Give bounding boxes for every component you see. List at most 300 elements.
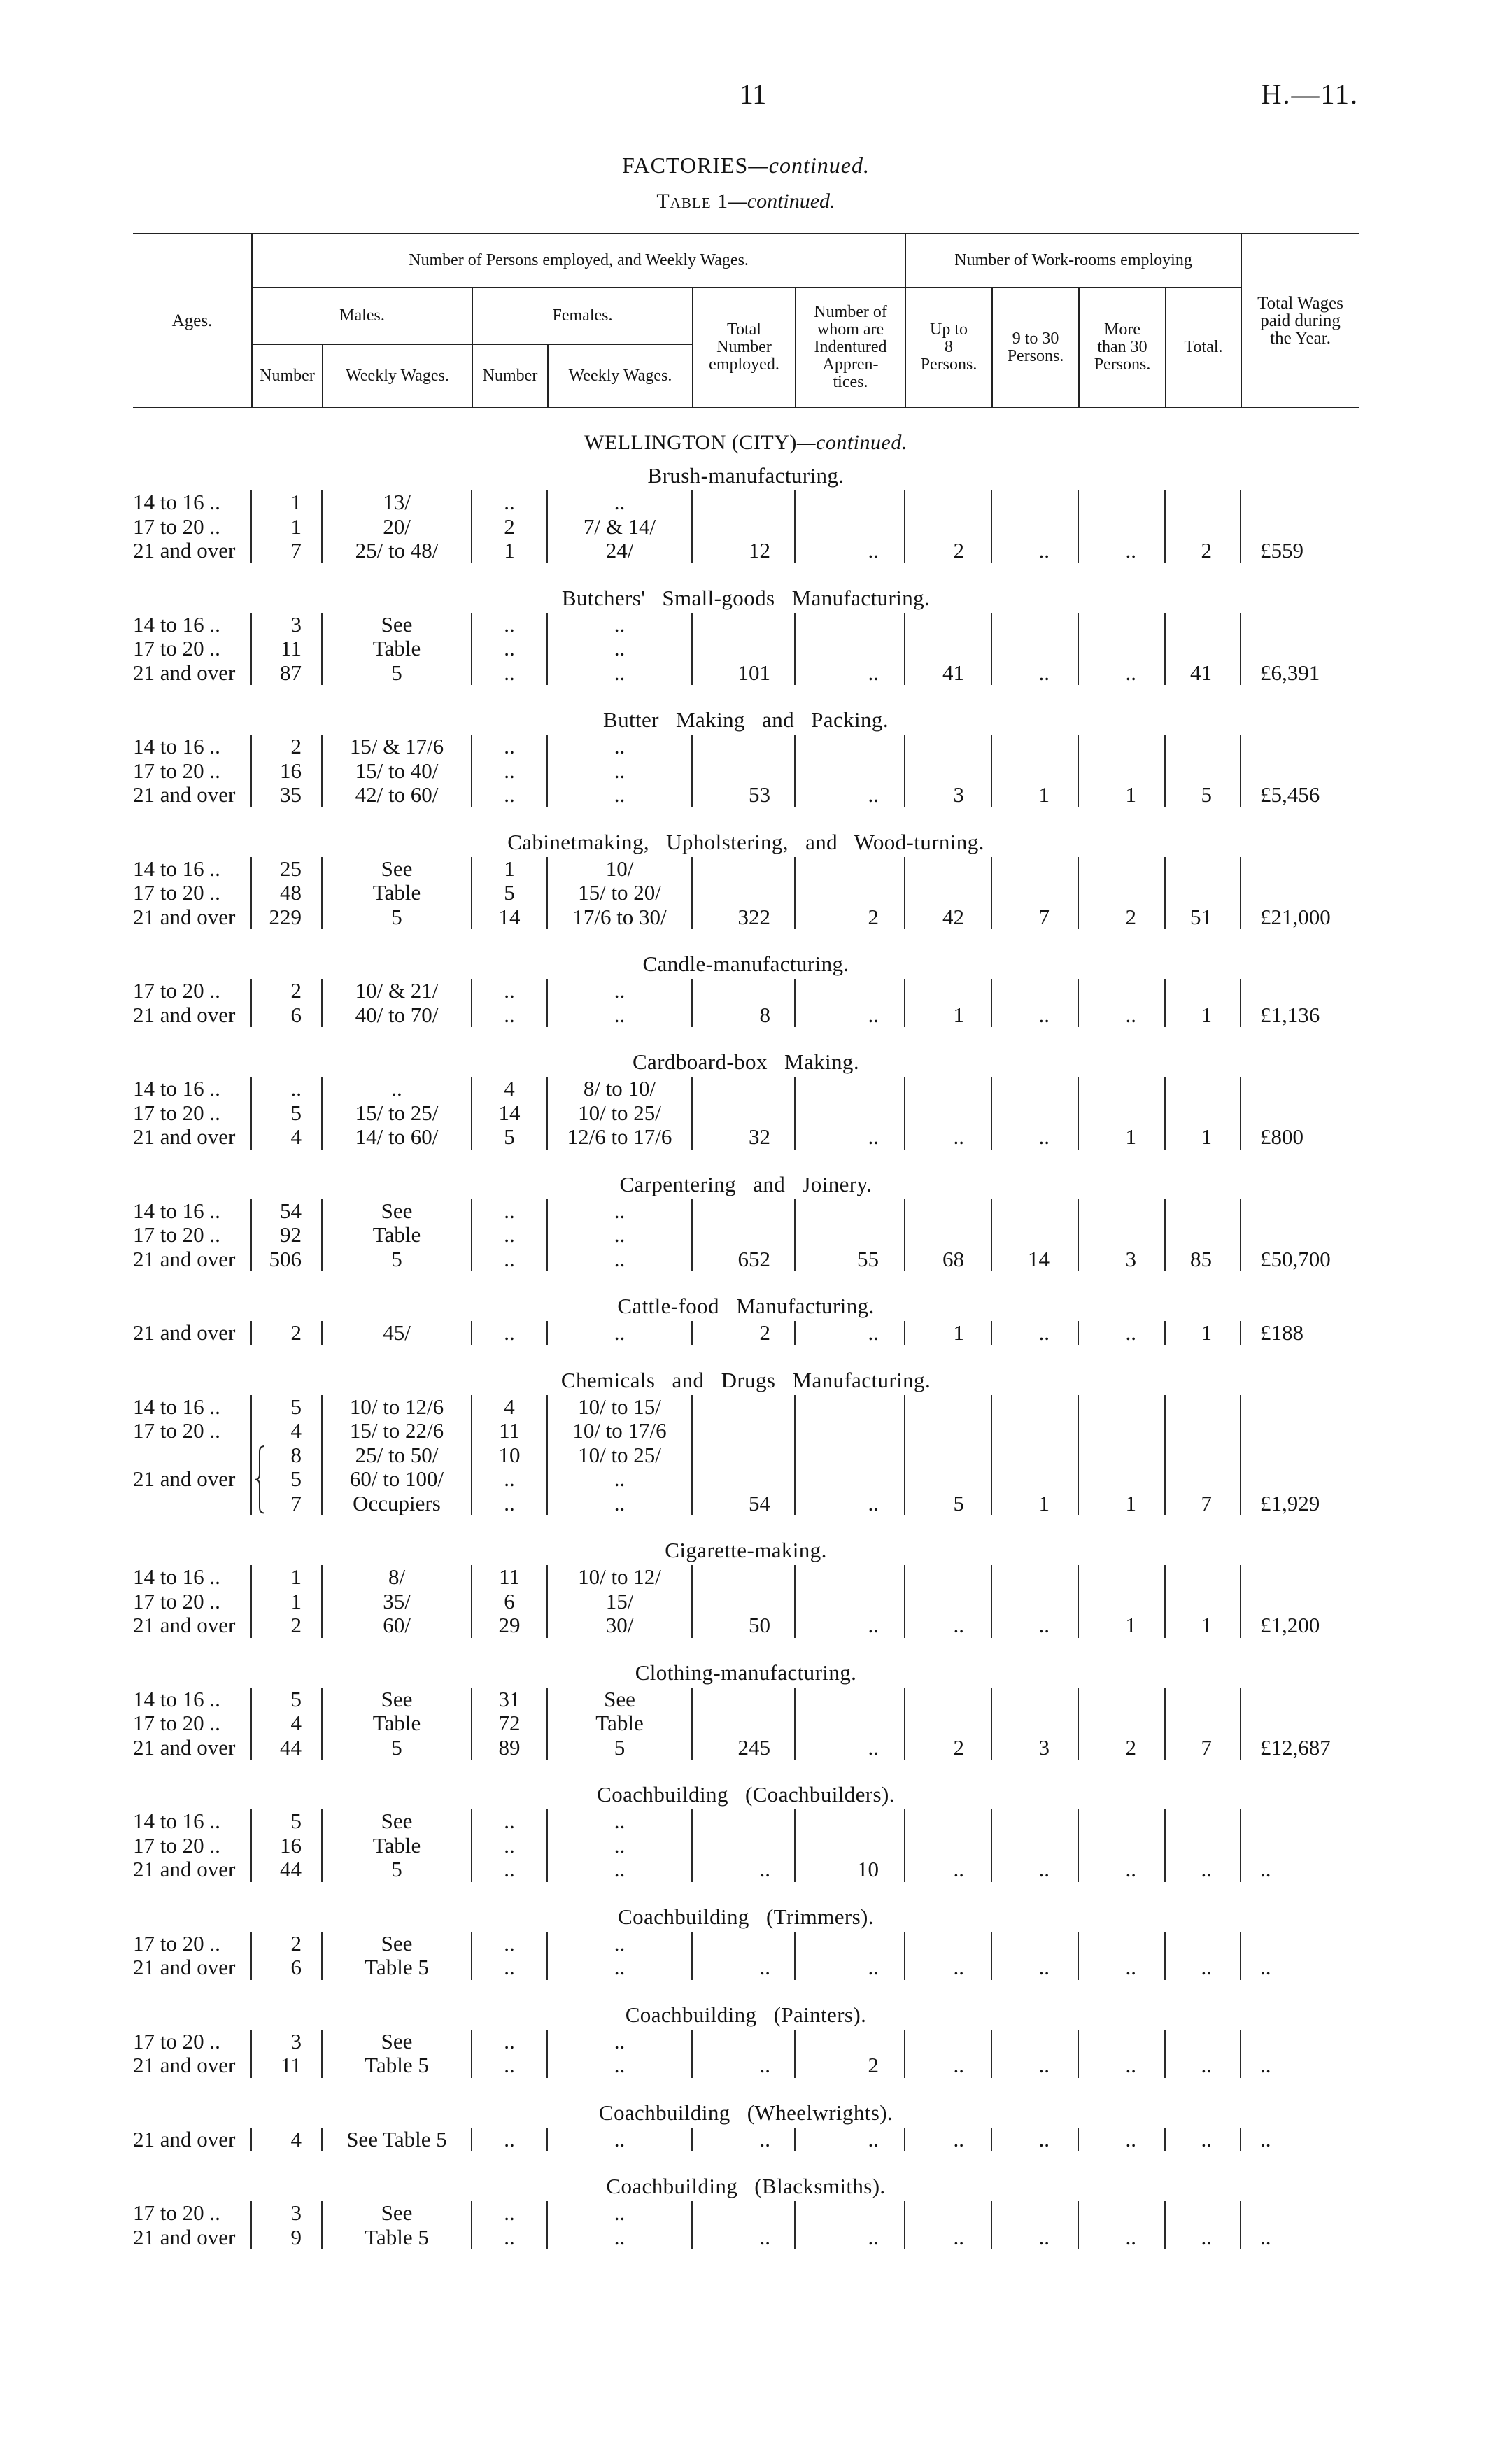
ages-cell: 21 and over [133,1321,252,1345]
workrooms-up-to-8-cell [905,1711,992,1736]
males-wages-header: Weekly Wages. [323,344,472,407]
ages-cell: 17 to 20 .. [133,1590,252,1614]
table-row [133,1565,1359,1590]
females-wages-cell: .. [548,637,693,661]
workrooms-9-to-30-cell: .. [992,1003,1079,1028]
total-employed-cell [693,1223,796,1247]
females-wages-cell: 17/6 to 30/ [548,905,693,930]
apprentices-cell: 55 [796,1247,905,1272]
total-wages-cell: £50,700 [1260,1246,1331,1271]
females-wages-cell: 24/ [548,539,693,563]
females-wages-cell: 15/ to 20/ [548,881,693,905]
header-line: employed. [709,355,779,374]
males-wages-cell: Table [323,881,472,905]
table-row [133,539,1359,563]
females-number-cell: 11 [472,1565,548,1590]
workrooms-up-to-8-cell [905,759,992,784]
industry-sections [133,460,1359,2249]
industry-section [133,1291,1359,1345]
workrooms-total-cell [1166,1711,1241,1736]
workrooms-total-cell [1166,515,1241,539]
males-wages-cell: Table [323,1834,472,1858]
ages-cell: 21 and over [133,1467,252,1492]
males-number-cell: 1 [252,1565,323,1590]
workrooms-9-to-30-cell [992,2201,1079,2226]
table-title [133,186,1359,217]
males-wages-cell: Table [323,1223,472,1247]
industry-rows [133,613,1359,686]
industry-section [133,2098,1359,2152]
females-number-cell: 1 [472,539,548,563]
apprentices-cell [796,1932,905,1956]
industry-heading: Candle-manufacturing. [642,952,849,976]
males-wages-cell: Table 5 [323,1956,472,1980]
table-row [133,1688,1359,1712]
males-wages-cell: Table [323,637,472,661]
males-wages-cell: 5 [323,661,472,686]
males-number-cell: 5 [252,1101,323,1126]
females-number-cell: 4 [472,1077,548,1101]
total-employed-cell: 2 [693,1321,796,1345]
males-number-cell: 4 [252,1711,323,1736]
table-row [133,661,1359,686]
females-wages-cell: .. [548,759,693,784]
total-employed-cell: .. [693,1858,796,1882]
males-number-cell: 4 [252,1419,323,1443]
workrooms-over-30-cell: .. [1079,1858,1166,1882]
industry-section [133,2000,1359,2078]
males-number-cell: 4 [252,2128,323,2152]
apprentices-cell: .. [796,2128,905,2152]
females-wages-cell: .. [548,490,693,515]
apprentices-cell [796,857,905,882]
total-employed-cell [693,1932,796,1956]
males-wages-cell: Table 5 [323,2053,472,2078]
workrooms-9-to-30-cell [992,1443,1079,1468]
males-wages-cell: Table 5 [323,2226,472,2250]
females-wages-cell: 15/ [548,1590,693,1614]
table-row [133,783,1359,807]
workrooms-over-30-cell [1079,1419,1166,1443]
males-number-cell: 3 [252,613,323,637]
workrooms-over-30-cell [1079,2030,1166,2054]
females-number-cell: 14 [472,905,548,930]
table-row [133,1101,1359,1126]
females-number-cell: .. [472,1321,548,1345]
workrooms-over-30-cell [1079,1711,1166,1736]
table-row [133,1199,1359,1224]
industry-rows [133,857,1359,930]
table-row [133,979,1359,1003]
workrooms-9-to-30-cell [992,1565,1079,1590]
females-number-cell: 11 [472,1419,548,1443]
workrooms-over-30-cell: .. [1079,2053,1166,2078]
ages-cell: 14 to 16 .. [133,1077,252,1101]
males-wages-cell: 42/ to 60/ [323,783,472,807]
total-employed-cell [693,2201,796,2226]
ages-cell: 21 and over [133,1858,252,1882]
males-wages-cell: 35/ [323,1590,472,1614]
females-number-cell: 10 [472,1443,548,1468]
females-number-cell: .. [472,1467,548,1492]
workrooms-over-30-cell [1079,1077,1166,1101]
males-number-cell: 92 [252,1223,323,1247]
males-wages-cell: 5 [323,1858,472,1882]
females-number-cell: .. [472,1003,548,1028]
males-number-cell: 229 [252,905,323,930]
apprentices-cell: 2 [796,905,905,930]
total-employed-cell [693,1077,796,1101]
industry-heading: Coachbuilding (Painters). [625,2002,867,2027]
males-number-cell: 11 [252,637,323,661]
females-wages-cell: .. [548,735,693,759]
males-wages-cell: 14/ to 60/ [323,1125,472,1150]
total-wages-cell: £559 [1260,538,1303,563]
males-wages-cell: 15/ to 40/ [323,759,472,784]
males-wages-cell: See [323,2201,472,2226]
workrooms-9-to-30-cell [992,1101,1079,1126]
females-number-cell: .. [472,979,548,1003]
apprentices-cell [796,1688,905,1712]
industry-heading: Coachbuilding (Wheelwrights). [598,2100,893,2125]
total-wages-cell: £21,000 [1260,904,1331,929]
total-wages-cell [1241,515,1359,539]
females-wages-cell: 8/ to 10/ [548,1077,693,1101]
total-employed-cell [693,1809,796,1834]
header-line: Up to [930,320,968,339]
females-wages-cell: .. [548,1932,693,1956]
workrooms-9-to-30-cell [992,1419,1079,1443]
total-wages-cell [1241,1565,1359,1590]
workrooms-over-30-cell [1079,1199,1166,1224]
apprentices-cell: .. [796,1492,905,1516]
ages-cell: 17 to 20 .. [133,759,252,784]
workrooms-over-30-cell [1079,735,1166,759]
males-wages-cell: 15/ to 22/6 [323,1419,472,1443]
apprentices-cell [796,613,905,637]
workrooms-9-to-30-cell [992,759,1079,784]
table-row [133,1467,1359,1492]
workrooms-over-30-cell [1079,1834,1166,1858]
total-employed-cell: 101 [693,661,796,686]
workrooms-total-cell: .. [1166,2226,1241,2250]
table-row [133,759,1359,784]
table-row [133,1395,1359,1420]
males-wages-cell: 40/ to 70/ [323,1003,472,1028]
total-wages-cell [1241,2030,1359,2054]
ages-cell [133,1492,252,1516]
brace-icon [255,1445,266,1514]
table-row [133,1125,1359,1150]
females-number-cell: 72 [472,1711,548,1736]
table-row [133,1932,1359,1956]
total-employed-cell [693,1395,796,1420]
workrooms-total-cell [1166,1688,1241,1712]
table-title-main: Table 1 [656,190,729,213]
males-number-cell: 87 [252,661,323,686]
ages-cell: 21 and over [133,539,252,563]
workrooms-total-cell [1166,490,1241,515]
workrooms-total-cell [1166,1834,1241,1858]
industry-rows [133,1809,1359,1882]
females-number-cell: .. [472,2226,548,2250]
total-employed-cell: 54 [693,1492,796,1516]
industry-rows [133,1395,1359,1516]
industry-heading: Cigarette-making. [665,1538,827,1562]
workrooms-up-to-8-cell: 1 [905,1003,992,1028]
ages-cell: 21 and over [133,1247,252,1272]
females-wages-cell: .. [548,1834,693,1858]
apprentices-cell: 10 [796,1858,905,1882]
total-wages-cell [1241,979,1359,1003]
males-wages-cell: See [323,857,472,882]
workrooms-total-cell [1166,1467,1241,1492]
males-number-cell: 6 [252,1003,323,1028]
workrooms-over-30-cell [1079,857,1166,882]
industry-section [133,583,1359,686]
industry-heading: Coachbuilding (Blacksmiths). [606,2174,886,2198]
workrooms-total-cell [1166,735,1241,759]
total-employed-cell [693,490,796,515]
females-number-header: Number [472,344,548,407]
males-number-cell: 3 [252,2201,323,2226]
workrooms-total-cell: 41 [1166,661,1241,686]
females-number-cell: .. [472,2128,548,2152]
table-row [133,613,1359,637]
females-number-cell: .. [472,1932,548,1956]
workrooms-up-to-8-cell: .. [905,1956,992,1980]
header-line: 9 to 30 [1012,329,1059,348]
apprentices-cell [796,637,905,661]
apprentices-cell [796,1223,905,1247]
workrooms-9-to-30-cell [992,1932,1079,1956]
workrooms-total-cell: 2 [1166,539,1241,563]
workrooms-up-to-8-cell: 68 [905,1247,992,1272]
header-line: Persons. [1094,355,1151,374]
header-line: Indentured [814,338,887,356]
industry-heading: Clothing-manufacturing. [635,1660,857,1685]
workrooms-over-30-header [1079,288,1166,407]
females-number-cell: .. [472,1223,548,1247]
industry-section [133,1169,1359,1272]
workrooms-9-to-30-cell [992,979,1079,1003]
females-wages-cell: .. [548,2128,693,2152]
total-wages-cell [1241,1467,1359,1492]
table-row [133,1321,1359,1345]
workrooms-up-to-8-cell [905,881,992,905]
total-employed-cell [693,759,796,784]
table-row [133,735,1359,759]
total-wages-cell: £1,929 [1260,1490,1320,1515]
females-wages-cell: .. [548,1199,693,1224]
females-number-cell: .. [472,1492,548,1516]
males-number-cell: 9 [252,2226,323,2250]
industry-heading: Cardboard-box Making. [632,1049,859,1074]
total-employed-cell [693,1688,796,1712]
males-wages-cell: 20/ [323,515,472,539]
workrooms-total-cell: 7 [1166,1736,1241,1760]
workrooms-total-cell: .. [1166,1858,1241,1882]
males-wages-cell: 5 [323,905,472,930]
workrooms-up-to-8-cell: 2 [905,539,992,563]
table-row [133,1492,1359,1516]
females-number-cell: .. [472,613,548,637]
workrooms-total-cell: 51 [1166,905,1241,930]
females-number-cell: .. [472,1809,548,1834]
males-wages-cell: 8/ [323,1565,472,1590]
apprentices-cell: .. [796,1321,905,1345]
ages-cell: 14 to 16 .. [133,1199,252,1224]
table-header [133,233,1359,408]
workrooms-total-cell [1166,2030,1241,2054]
workrooms-9-to-30-cell: .. [992,1125,1079,1150]
workrooms-up-to-8-cell: .. [905,1613,992,1638]
males-wages-cell: 15/ to 25/ [323,1101,472,1126]
ages-cell: 14 to 16 .. [133,613,252,637]
header-line: paid during [1260,311,1341,330]
females-number-cell: 6 [472,1590,548,1614]
females-wages-cell: .. [548,1223,693,1247]
apprentices-cell [796,1395,905,1420]
workrooms-9-to-30-cell [992,1467,1079,1492]
document-code: H.—11. [1261,78,1359,110]
ages-cell: 14 to 16 .. [133,490,252,515]
males-wages-cell: 60/ to 100/ [323,1467,472,1492]
workrooms-total-cell: 5 [1166,783,1241,807]
workrooms-total-cell [1166,1443,1241,1468]
females-number-cell: 89 [472,1736,548,1760]
females-wages-cell: .. [548,1003,693,1028]
males-number-cell: 1 [252,515,323,539]
females-number-cell: .. [472,2201,548,2226]
apprentices-cell: .. [796,1956,905,1980]
total-wages-cell [1241,1101,1359,1126]
workrooms-9-to-30-cell [992,1688,1079,1712]
workrooms-up-to-8-cell: .. [905,2226,992,2250]
apprentices-cell [796,1565,905,1590]
workrooms-over-30-cell: .. [1079,661,1166,686]
females-number-cell: 29 [472,1613,548,1638]
workrooms-9-to-30-cell [992,1809,1079,1834]
workrooms-9-to-30-cell [992,1395,1079,1420]
males-wages-cell: See [323,1932,472,1956]
workrooms-over-30-cell [1079,1395,1166,1420]
females-wages-cell: 5 [548,1736,693,1760]
ages-cell: 17 to 20 .. [133,515,252,539]
table-row [133,2128,1359,2152]
workrooms-over-30-cell [1079,979,1166,1003]
apprentices-cell [796,881,905,905]
apprentices-cell: .. [796,1125,905,1150]
region-suffix: —continued. [796,431,907,454]
males-number-cell: 3 [252,2030,323,2054]
total-wages-cell [1241,1199,1359,1224]
table-row [133,1736,1359,1760]
total-wages-cell: £1,136 [1260,1002,1320,1027]
workrooms-total-cell [1166,1565,1241,1590]
males-number-cell: 2 [252,1613,323,1638]
total-employed-cell: 8 [693,1003,796,1028]
workrooms-up-to-8-cell [905,857,992,882]
industry-heading: Coachbuilding (Trimmers). [618,1904,874,1929]
females-wages-cell: See [548,1688,693,1712]
workrooms-up-to-8-cell [905,1688,992,1712]
females-wages-cell: .. [548,2030,693,2054]
workrooms-total-cell [1166,1199,1241,1224]
males-number-cell: 16 [252,1834,323,1858]
workrooms-over-30-cell [1079,1688,1166,1712]
males-wages-cell: 15/ & 17/6 [323,735,472,759]
total-wages-cell [1241,1809,1359,1834]
workrooms-total-cell [1166,1590,1241,1614]
workrooms-total-cell [1166,759,1241,784]
workrooms-up-to-8-cell: 42 [905,905,992,930]
apprentices-cell [796,1199,905,1224]
apprentices-cell: .. [796,1613,905,1638]
females-wages-cell: .. [548,1321,693,1345]
workrooms-over-30-cell: 1 [1079,1125,1166,1150]
females-number-cell: .. [472,759,548,784]
workrooms-total-cell [1166,857,1241,882]
industry-rows [133,1199,1359,1272]
workrooms-over-30-cell: .. [1079,1003,1166,1028]
females-number-cell: 4 [472,1395,548,1420]
workrooms-over-30-cell [1079,1565,1166,1590]
workrooms-total-cell [1166,1932,1241,1956]
males-number-cell: 35 [252,783,323,807]
workrooms-up-to-8-cell [905,490,992,515]
table-row [133,1443,1359,1468]
total-employed-cell [693,613,796,637]
total-employed-cell: 322 [693,905,796,930]
header-line: than 30 [1097,338,1147,356]
header-line: More [1104,320,1141,339]
total-wages-cell [1241,1443,1359,1468]
persons-employed-header: Number of Persons employed, and Weekly Wages. [252,234,905,288]
females-number-cell: .. [472,735,548,759]
workrooms-up-to-8-cell [905,613,992,637]
females-wages-cell: 10/ to 17/6 [548,1419,693,1443]
workrooms-over-30-cell: 1 [1079,783,1166,807]
workrooms-total-cell: .. [1166,1956,1241,1980]
total-wages-cell [1241,735,1359,759]
males-header: Males. [252,288,472,344]
workrooms-9-to-30-cell [992,1711,1079,1736]
header-line: Number of [814,303,887,321]
females-wages-cell: Table [548,1711,693,1736]
workrooms-total-cell: 1 [1166,1125,1241,1150]
males-wages-cell: 45/ [323,1321,472,1345]
industry-heading: Cabinetmaking, Upholstering, and Wood-turning. [507,829,984,854]
apprentices-cell [796,1834,905,1858]
females-number-cell: 31 [472,1688,548,1712]
ages-cell: 14 to 16 .. [133,1395,252,1420]
workrooms-header: Number of Work-rooms employing [905,234,1241,288]
industry-section [133,827,1359,930]
total-employed-cell [693,515,796,539]
workrooms-over-30-cell [1079,1443,1166,1468]
total-wages-cell [1241,1711,1359,1736]
workrooms-up-to-8-cell [905,1199,992,1224]
workrooms-total-cell [1166,1101,1241,1126]
females-wages-cell: .. [548,1247,693,1272]
workrooms-9-to-30-cell [992,857,1079,882]
workrooms-up-to-8-cell: .. [905,2128,992,2152]
table-row [133,905,1359,930]
total-wages-cell: £800 [1260,1124,1303,1149]
workrooms-up-to-8-cell [905,515,992,539]
workrooms-over-30-cell: .. [1079,539,1166,563]
